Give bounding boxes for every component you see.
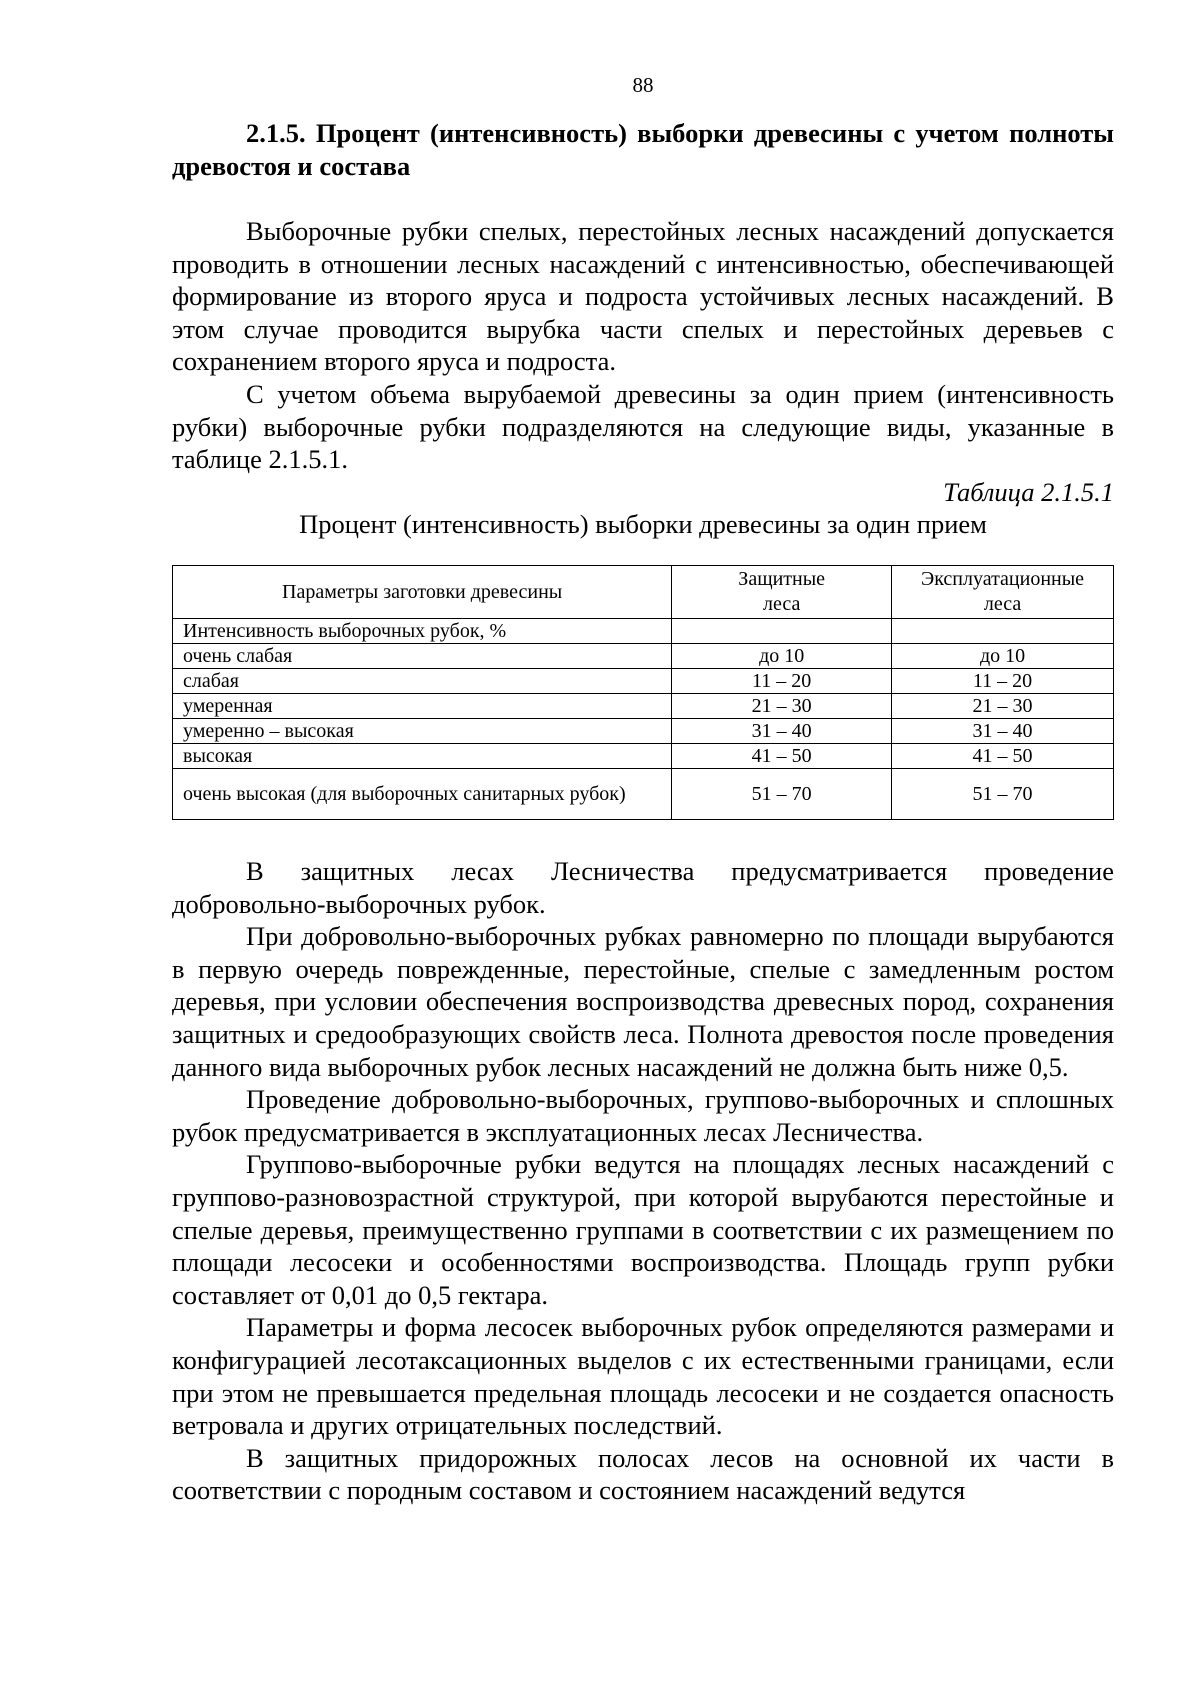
header-param: Параметры заготовки древесины — [173, 566, 672, 619]
cell-param: умеренная — [173, 694, 672, 719]
table-title: Процент (интенсивность) выборки древесины за один прием — [299, 509, 987, 540]
cell-exploitation: 41 – 50 — [892, 744, 1114, 769]
paragraph: В защитных придорожных полосах лесов на основной их части в соответствии с породным составом и состоянием насаждений ведутся — [172, 1442, 1114, 1506]
table-row — [173, 719, 1114, 744]
cell-param: высокая — [173, 744, 672, 769]
table-header-row — [173, 566, 1114, 619]
intro-text — [172, 215, 1114, 541]
table-row — [173, 669, 1114, 694]
cell-protective — [672, 619, 892, 644]
intensity-table — [172, 565, 1114, 820]
table-label: Таблица 2.1.5.1 — [943, 476, 1114, 507]
table-row — [173, 744, 1114, 769]
paragraph: Параметры и форма лесосек выборочных рубок определяются размерами и конфигурацией лесотаксационных выделов с их естественными границами, если при этом не превышается предельная площадь лесосеки и не создается опасность ветровала и других отрицательных последствий. — [172, 1312, 1114, 1441]
page-number: 88 — [632, 73, 654, 97]
table-row — [173, 644, 1114, 669]
cell-protective: 41 – 50 — [672, 744, 892, 769]
cell-param: слабая — [173, 669, 672, 694]
cell-protective: 21 – 30 — [672, 694, 892, 719]
cell-protective: до 10 — [672, 644, 892, 669]
cell-param: умеренно – высокая — [173, 719, 672, 744]
section-heading: 2.1.5. Процент (интенсивность) выборки древесины с учетом полноты древостоя и состава — [172, 118, 1114, 181]
cell-exploitation: 21 – 30 — [892, 694, 1114, 719]
header-protective: Защитные леса — [672, 566, 892, 619]
table-row — [173, 769, 1114, 820]
cell-protective: 11 – 20 — [672, 669, 892, 694]
paragraph: В защитных лесах Лесничества предусматривается проведение добровольно-выборочных рубок. — [172, 856, 1114, 919]
cell-exploitation: до 10 — [892, 644, 1114, 669]
cell-param: очень слабая — [173, 644, 672, 669]
cell-param: Интенсивность выборочных рубок, % — [173, 619, 672, 644]
paragraph: Проведение добровольно-выборочных, группово-выборочных и сплошных рубок предусматривается в эксплуатационных лесах Лесничества. — [172, 1084, 1114, 1147]
cell-param: очень высокая (для выборочных санитарных рубок) — [173, 769, 672, 820]
cell-protective: 31 – 40 — [672, 719, 892, 744]
cell-exploitation: 51 – 70 — [892, 769, 1114, 820]
paragraph: При добровольно-выборочных рубках равномерно по площади вырубаются в первую очередь поврежденные, перестойные, спелые с замедленным ростом деревья, при условии обеспечения воспроизводства древесных пород, сохранения защитных и средообразующих свойств леса. Полнота древостоя после проведения данного вида выборочных рубок лесных насаждений не должна быть ниже 0,5. — [172, 921, 1114, 1082]
paragraph: Группово-выборочные рубки ведутся на площадях лесных насаждений с группово-разновозрастной структурой, при которой вырубаются перестойные и спелые деревья, преимущественно группами в соответствии с их размещением по площади лесосеки и особенностями воспроизводства. Площадь групп рубки составляет от 0,01 до 0,5 гектара. — [172, 1149, 1114, 1310]
cell-exploitation: 11 – 20 — [892, 669, 1114, 694]
header-exploitation: Эксплуатационные леса — [892, 566, 1114, 619]
table-row — [173, 619, 1114, 644]
paragraph: С учетом объема вырубаемой древесины за один прием (интенсивность рубки) выборочные рубки подразделяются на следующие виды, указанные в таблице 2.1.5.1. — [172, 378, 1114, 475]
paragraph: Выборочные рубки спелых, перестойных лесных насаждений допускается проводить в отношении лесных насаждений с интенсивностью, обеспечивающей формирование из второго яруса и подроста устойчивых лесных насаждений. В этом случае проводится вырубка части спелых и перестойных деревьев с сохранением второго яруса и подроста. — [172, 216, 1114, 377]
cell-exploitation — [892, 619, 1114, 644]
cell-exploitation: 31 – 40 — [892, 719, 1114, 744]
body-text — [172, 855, 1114, 1507]
cell-protective: 51 – 70 — [672, 769, 892, 820]
table-row — [173, 694, 1114, 719]
